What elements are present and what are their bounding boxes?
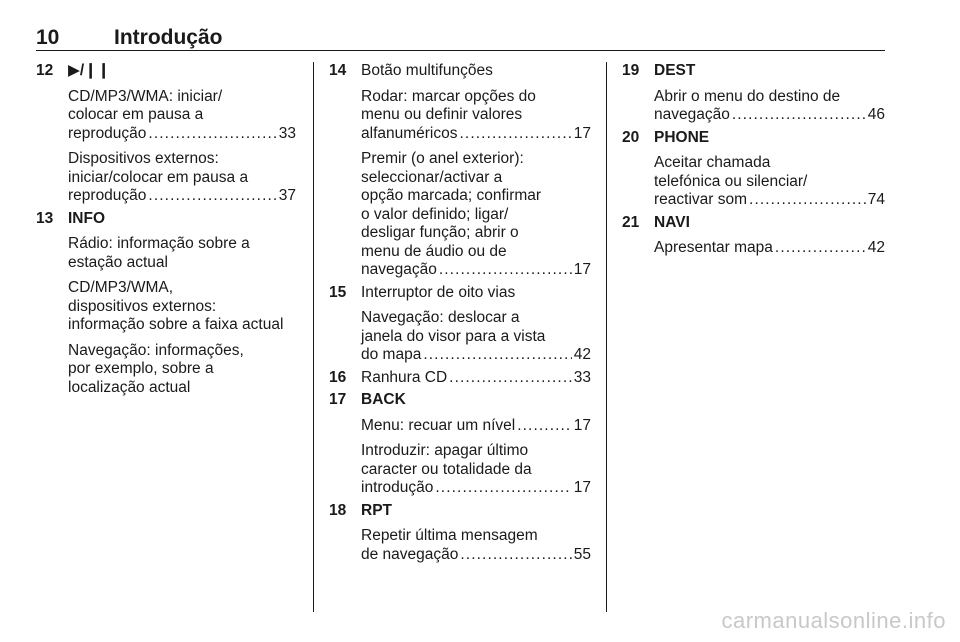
column-divider	[606, 62, 607, 612]
entry-number: 21	[622, 213, 640, 231]
entry-description	[654, 239, 885, 258]
entry-description	[361, 527, 591, 564]
page-ref-number: 42	[867, 239, 885, 256]
page-title: Introdução	[114, 26, 223, 49]
dot-leader	[148, 187, 276, 206]
desc-line: dispositivos externos:	[68, 297, 217, 315]
entry-label: INFO	[68, 209, 106, 227]
dot-leader	[775, 239, 866, 258]
entry-label: DEST	[654, 62, 696, 79]
desc-line: Premir (o anel exterior):	[361, 150, 524, 167]
desc-line: Repetir última mensagem	[361, 527, 538, 544]
column-divider	[313, 62, 314, 612]
page-reference	[68, 187, 296, 206]
desc-line: localização actual	[68, 378, 191, 396]
desc-line: do mapa	[361, 346, 422, 363]
entry-number: 15	[329, 283, 347, 301]
page-ref-number: 74	[867, 191, 885, 208]
desc-line: Rádio: informação sobre a	[68, 235, 250, 252]
desc-line: o valor definido; ligar/	[361, 205, 509, 223]
page-reference	[361, 369, 591, 388]
entry-description	[361, 442, 591, 498]
dot-leader	[439, 261, 572, 280]
entry-number: 16	[329, 368, 347, 386]
desc-line: reactivar som	[654, 191, 748, 208]
desc-line: Rodar: marcar opções do	[361, 87, 536, 105]
desc-line: janela do visor para a vista	[361, 327, 546, 345]
entry-description	[68, 88, 296, 144]
desc-line: por exemplo, sobre a	[68, 360, 214, 377]
page-reference	[361, 261, 591, 280]
page-ref-number: 17	[573, 124, 591, 142]
entry-17	[329, 391, 591, 498]
entry-number: 18	[329, 501, 347, 519]
entry-label: Botão multifunções	[361, 62, 493, 79]
desc-line: menu de áudio ou de	[361, 242, 507, 260]
entry-label: NAVI	[654, 213, 690, 231]
desc-line: alfanuméricos	[361, 124, 458, 142]
page-ref-number: 42	[573, 346, 591, 363]
entry-number: 20	[622, 128, 640, 146]
entry-18	[329, 502, 591, 565]
desc-line: Aceitar chamada	[654, 154, 771, 171]
desc-line: menu ou definir valores	[361, 106, 523, 123]
desc-line: Apresentar mapa	[654, 239, 773, 256]
dot-leader	[749, 191, 866, 210]
page-reference	[654, 191, 885, 210]
entry-15	[329, 284, 591, 365]
desc-line: telefónica ou silenciar/	[654, 172, 808, 190]
desc-line: CD/MP3/WMA: iniciar/	[68, 87, 223, 105]
entry-description	[68, 342, 296, 398]
entry-description	[68, 235, 296, 272]
dot-leader	[435, 479, 571, 498]
desc-line: colocar em pausa a	[68, 106, 204, 123]
column-1	[36, 62, 296, 401]
entry-14	[329, 62, 591, 280]
page-reference	[654, 239, 885, 258]
entry-description	[361, 150, 591, 280]
desc-line: informação sobre a faixa actual	[68, 316, 284, 333]
entry-13	[36, 210, 296, 398]
entry-description	[361, 309, 591, 365]
desc-line: iniciar/colocar em pausa a	[68, 168, 249, 186]
page-reference	[654, 106, 885, 125]
entry-description	[68, 279, 296, 335]
entry-description	[361, 417, 591, 436]
desc-line: navegação	[654, 106, 730, 123]
play-pause-label: ▶/❙❙	[68, 62, 111, 79]
entry-description	[654, 88, 885, 125]
entry-description	[68, 150, 296, 206]
entry-21	[622, 214, 885, 258]
dot-leader	[449, 369, 572, 388]
entry-number: 19	[622, 62, 640, 79]
page-ref-number: 46	[867, 106, 885, 123]
desc-line: Navegação: informações,	[68, 341, 244, 359]
entry-label: Interruptor de oito vias	[361, 283, 516, 301]
dot-leader	[517, 417, 572, 436]
entry-number: 17	[329, 391, 347, 408]
entry-19	[622, 62, 885, 125]
page-ref-number: 55	[573, 545, 591, 563]
page-reference	[361, 417, 591, 436]
page-ref-number: 33	[278, 124, 296, 142]
desc-line: CD/MP3/WMA,	[68, 279, 174, 296]
dot-leader	[423, 346, 571, 365]
entry-12	[36, 62, 296, 206]
desc-line: Menu: recuar um nível	[361, 416, 516, 434]
page-ref-number: 37	[278, 187, 296, 204]
desc-line: desligar função; abrir o	[361, 224, 519, 241]
entry-description	[361, 88, 591, 144]
column-2	[329, 62, 591, 568]
desc-line: de navegação	[361, 545, 459, 563]
entry-label: RPT	[361, 501, 392, 519]
entry-description	[654, 154, 885, 210]
dot-leader	[148, 125, 276, 144]
dot-leader	[460, 125, 572, 144]
entry-number: 13	[36, 209, 54, 227]
entry-label: Ranhura CD	[361, 368, 448, 386]
entry-label: BACK	[361, 391, 406, 408]
entry-number: 14	[329, 62, 347, 79]
entry-label: PHONE	[654, 128, 710, 146]
entry-number: 12	[36, 62, 54, 79]
page-reference	[68, 125, 296, 144]
desc-line: introdução	[361, 479, 434, 496]
desc-line: Introduzir: apagar último	[361, 442, 529, 459]
entry-20	[622, 129, 885, 210]
page-number: 10	[36, 26, 60, 49]
desc-line: caracter ou totalidade da	[361, 460, 532, 478]
page-reference	[361, 546, 591, 565]
page-ref-number: 17	[573, 479, 591, 496]
desc-line: reprodução	[68, 124, 147, 142]
page-ref-number: 33	[573, 368, 591, 386]
watermark: carmanualsonline.info	[721, 608, 946, 633]
desc-line: Navegação: deslocar a	[361, 309, 520, 326]
dot-leader	[460, 546, 571, 565]
desc-line: opção marcada; confirmar	[361, 187, 542, 204]
desc-line: reprodução	[68, 187, 147, 204]
page-reference	[361, 346, 591, 365]
page-reference	[361, 125, 591, 144]
dot-leader	[732, 106, 866, 125]
desc-line: estação actual	[68, 253, 168, 271]
page-ref-number: 17	[573, 416, 591, 434]
entry-16	[329, 369, 591, 388]
desc-line: seleccionar/activar a	[361, 168, 503, 186]
desc-line: Abrir o menu do destino de	[654, 87, 841, 105]
page-ref-number: 17	[573, 261, 591, 278]
page-reference	[361, 479, 591, 498]
desc-line: Dispositivos externos:	[68, 150, 219, 167]
desc-line: navegação	[361, 261, 437, 278]
page-header	[36, 22, 885, 51]
column-3	[622, 62, 885, 262]
